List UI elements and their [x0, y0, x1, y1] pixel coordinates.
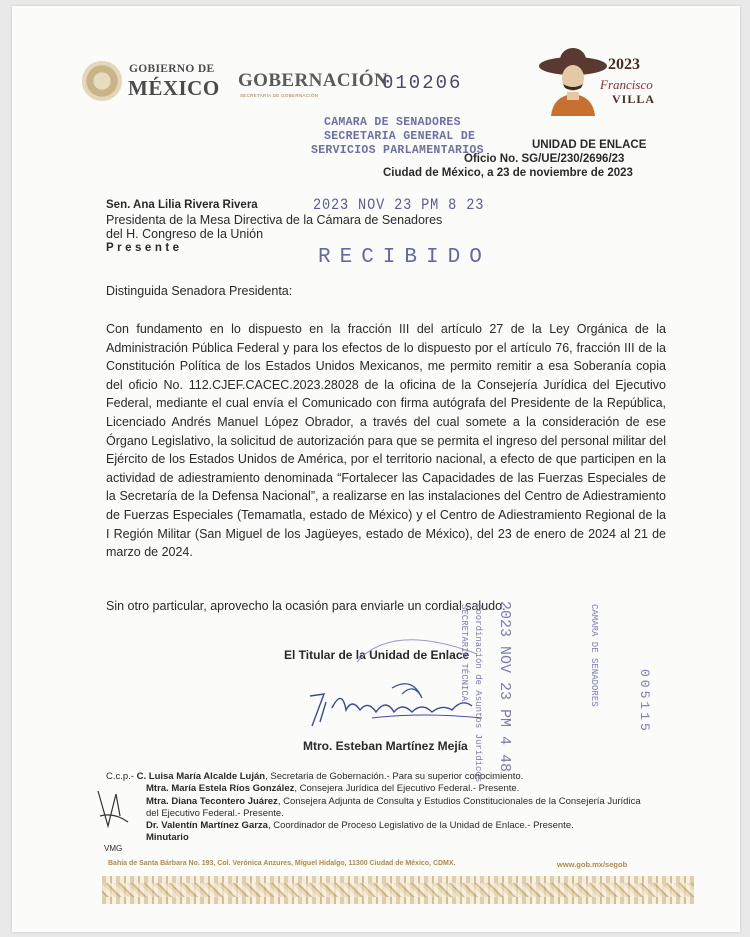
ccp-row [106, 771, 706, 783]
initials-text: VMG [104, 844, 123, 853]
ccp-recipient-text: , Consejera Jurídica del Ejecutivo Federal.- Presente. [294, 783, 520, 795]
ccp-minutario: Minutario [146, 832, 189, 844]
gobernacion-sublabel: SECRETARÍA DE GOBERNACIÓN [240, 93, 319, 98]
ccp-row [106, 808, 706, 820]
ccp-recipient-text-cont: del Ejecutivo Federal.- Presente. [146, 807, 284, 819]
oficio-number: Oficio No. SG/UE/230/2696/23 [464, 153, 625, 165]
handwritten-signature [302, 668, 502, 738]
body-paragraph: Con fundamento en lo dispuesto en la fracción III del artículo 27 de la Ley Orgánica de la Administración Pública Federal y para los efectos de lo dispuesto por el artículo 76, fracción III de la Constitución Política de los Estados Unidos Mexicanos, me permito remitir a esa Soberanía copia del oficio No. 112.CJEF.CACEC.2023.28028 de la oficina de la Consejería Jurídica del Ejecutivo Federal, mediante el cual envía el Comunicado con firma autógrafa del Presidente de la República, Licenciado Andrés Manuel López Obrador, a través del cual somete a la consideración de ese Órgano Legislativo, la solicitud de autorización para que se permita el ingreso del personal militar del Ejército de los Estados Unidos de América, por el territorio nacional, a efecto de que participen en la actividad de adiestramiento denominada “Fortalecer las Capacidades de las Fuerzas Especiales de la Secretaría de la Defensa Nacional”, a realizarse en las instalaciones del Centro de Adiestramiento de Fuerzas Especiales (Temamatla, estado de México) y el Centro de Adiestramiento Regional de la I Región Militar (San Miguel de los Jagüeyes, estado de México), del 23 de enero de 2024 al 21 de marzo de 2024. [106, 322, 666, 560]
recipient-presente: Presente [106, 242, 183, 254]
villa-name-villa: VILLA [612, 92, 656, 106]
rotated-date-stamp: 2023 NOV 23 PM 4 48 [496, 601, 513, 773]
ccp-label: C.c.p.- [106, 771, 134, 782]
villa-name-francisco: Francisco [600, 77, 653, 92]
ccp-row [106, 783, 706, 795]
ccp-recipient-name: Dr. Valentín Martínez Garza [146, 820, 268, 832]
rotated-stamp-juridicos: Coordinación de Asuntos Jurídicos [473, 604, 483, 783]
unit-name: UNIDAD DE ENLACE [532, 139, 647, 151]
document-page [12, 6, 740, 932]
footer-address: Bahía de Santa Bárbara No. 193, Col. Verónica Anzures, Miguel Hidalgo, 11300 Ciudad de México, CDMX. [108, 860, 456, 867]
villa-year-label: 2023 [608, 56, 640, 73]
rotated-stamp-camara: CAMARA DE SENADORES [589, 604, 599, 707]
folio-number: 010206 [382, 72, 463, 94]
senate-stamp-line-2: SECRETARIA GENERAL DE [324, 130, 476, 143]
signatory-title: El Titular de la Unidad de Enlace [284, 648, 470, 662]
recipient-name: Sen. Ana Lilia Rivera Rivera [106, 199, 258, 211]
gobierno-de-label: GOBIERNO DE [129, 63, 215, 75]
received-date-stamp: 2023 NOV 23 PM 8 23 [313, 196, 485, 214]
national-seal-logo [82, 61, 122, 101]
closing-line: Sin otro particular, aprovecho la ocasión para enviarle un cordial saludo. [106, 599, 506, 613]
recipient-title: Presidenta de la Mesa Directiva de la Cámara de Senadores [106, 213, 443, 227]
ccp-block [106, 771, 706, 845]
recibido-stamp: RECIBIDO [318, 246, 491, 269]
footer-url: www.gob.mx/segob [557, 860, 628, 869]
senate-stamp-line-3: SERVICIOS PARLAMENTARIOS [311, 144, 484, 157]
initials-scribble [94, 786, 134, 846]
ccp-recipient-name: C. Luisa María Alcalde Luján [136, 771, 266, 782]
ccp-recipient-text: , Secretaria de Gobernación.- Para su superior conocimiento. [265, 771, 524, 782]
greeting: Distinguida Senadora Presidenta: [106, 284, 293, 298]
place-date: Ciudad de México, a 23 de noviembre de 2023 [383, 167, 633, 179]
ccp-row [106, 832, 706, 844]
ccp-recipient-text: , Consejera Adjunta de Consulta y Estudios Constitucionales de la Consejería Jurídica [277, 795, 641, 807]
senate-stamp-line-1: CAMARA DE SENADORES [324, 116, 461, 129]
ccp-recipient-name: Mtra. Diana Tecontero Juárez [146, 795, 278, 807]
ccp-row [106, 796, 706, 808]
gobernacion-label: GOBERNACIÓN [238, 70, 389, 91]
mexico-label: MÉXICO [128, 76, 220, 100]
ccp-recipient-name: Mtra. María Estela Ríos González [146, 783, 295, 795]
recipient-institution: del H. Congreso de la Unión [106, 227, 264, 241]
rotated-stamp-secretaria-tecnica: SECRETARIA TÉCNICA [459, 604, 469, 702]
decorative-footer-band-inner [102, 883, 694, 897]
ccp-recipient-text: , Coordinador de Proceso Legislativo de la Unidad de Enlace.- Presente. [267, 820, 574, 832]
francisco-villa-portrait-logo [537, 44, 609, 116]
signatory-name: Mtro. Esteban Martínez Mejía [303, 739, 468, 753]
rotated-stamp-number: 005115 [637, 669, 652, 734]
ccp-row [106, 820, 706, 832]
